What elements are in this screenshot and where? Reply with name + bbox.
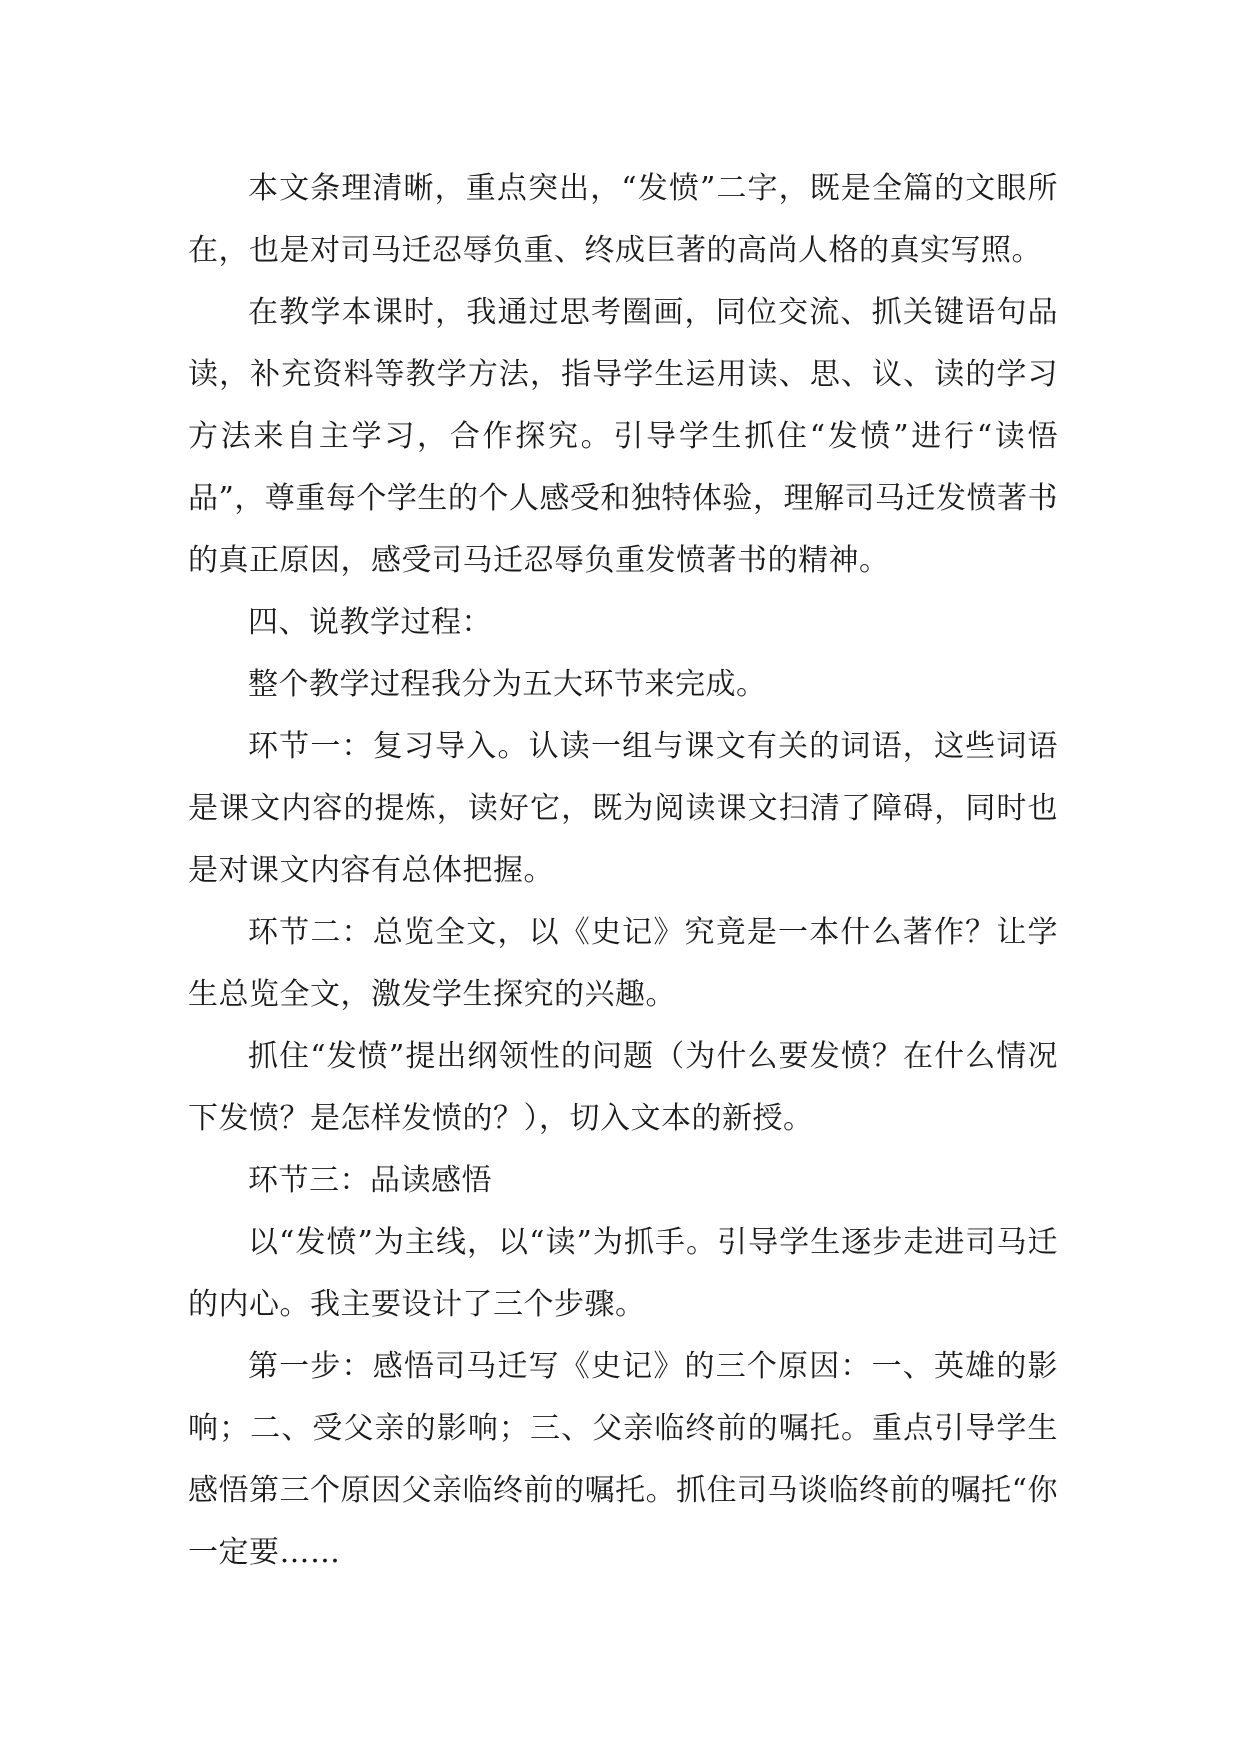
section-heading-teaching-process: 四、说教学过程： xyxy=(248,605,492,640)
paragraph-step-2: 环节二：总览全文，以《史记》究竟是一本什么著作？让学生总览全文，激发学生探究的兴趣。 xyxy=(188,915,1058,1012)
paragraph-6: 第一步：感悟司马迁写《史记》的三个原因：一、英雄的影响；二、受父亲的影响；三、父亲临终前的嘱托。重点引导学生感悟第三个原因父亲临终前的嘱托。抓住司马谈临终前的嘱托“你一定要…… xyxy=(188,1349,1058,1570)
paragraph-step-1: 环节一：复习导入。认读一组与课文有关的词语，这些词语是课文内容的提炼，读好它，既为阅读课文扫清了障碍，同时也是对课文内容有总体把握。 xyxy=(188,729,1058,888)
paragraph-5: 以“发愤”为主线，以“读”为抓手。引导学生逐步走进司马迁的内心。我主要设计了三个步骤。 xyxy=(188,1225,1058,1322)
paragraph-4: 抓住“发愤”提出纲领性的问题（为什么要发愤？在什么情况下发愤？是怎样发愤的？），切入文本的新授。 xyxy=(188,1039,1058,1136)
paragraph-2: 在教学本课时，我通过思考圈画，同位交流、抓关键语句品读，补充资料等教学方法，指导学生运用读、思、议、读的学习方法来自主学习，合作探究。引导学生抓住“发愤”进行“读悟品”，尊重每个学生的个人感受和独特体验，理解司马迁发愤著书的真正原因，感受司马迁忍辱负重发愤著书的精神。 xyxy=(188,295,1058,578)
paragraph-3: 整个教学过程我分为五大环节来完成。 xyxy=(248,667,767,702)
document-body xyxy=(188,158,1058,1584)
paragraph-step-3-heading: 环节三：品读感悟 xyxy=(248,1163,492,1198)
paragraph-1: 本文条理清晰，重点突出，“发愤”二字，既是全篇的文眼所在，也是对司马迁忍辱负重、终成巨著的高尚人格的真实写照。 xyxy=(188,171,1058,268)
